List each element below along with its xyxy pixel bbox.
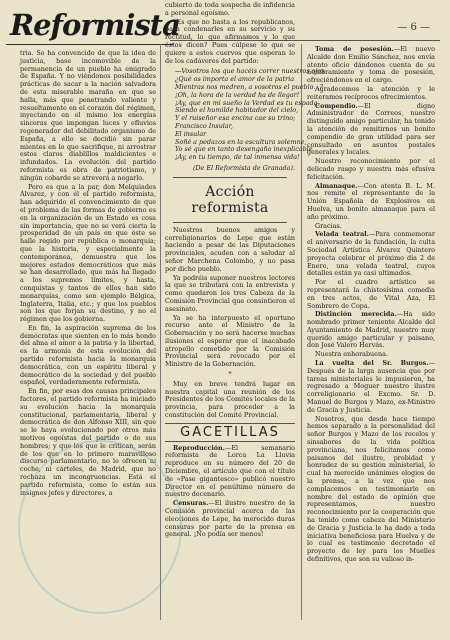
col2-paragraph: Muy en breve tendrá lugar en nuestra capital una reunión de los Presidentes de los Comités locales de la provincia, para proceder a la constitución del Comité Provincial.	[165, 379, 295, 420]
page-number: — 6 —	[397, 22, 430, 33]
poem-line: —Vosotros los que hacéis correr nuestros ojos	[175, 67, 325, 76]
col2-paragraph: Ya se ha interpuesto el oportuno recurso ante el Ministro de la Gobernación y no será hacerse muchas ilusiones el esperar que el inacabado atropello cometido por la Comisión Provincial será revocado por el Ministro de la Gobernación.	[165, 313, 295, 369]
gacetilla-item	[165, 500, 295, 539]
poem-line: Siendo el humilde habitador del cielo,	[175, 106, 299, 115]
col1-paragraph: Pero es que a la par, don Melquiades Álvarez, y con él el partido reformista, han adquirido el convencimiento de que el problema de las formas de gobierno es en la organización de un Estado es cosa sin importancia, que no se verá cierta la prosperidad de un país en que éste se halle regido por república o monarquía; que la historia, y especialmente la contemporánea, demuestra que los mejores estados democráticos que más se han desarrollado, que más ha llegado a los supremos límites, y hasta, conquistas y tantos de ellos han sido monarquías, como son ejemplo Bélgica, Inglaterra, Italia, etc.; y que los pueblos son los que forjan su destino, y no el régimen que los gobierna.	[20, 182, 156, 324]
poem-line: ¡Ay, en tu tiempo, de tal inmensa vida!	[175, 153, 300, 162]
news-item	[307, 231, 435, 278]
news-text: —Después de la larga ausencia que por tareas ministeriales le impusieron, ha regresado a Moguer nuestro ilustre correligionario el Excmo. Sr. D. Manuel de Burgos y Mazo, ex-Ministro de Gracia y Justicia.	[307, 359, 435, 414]
poem-line: Soñé a pedazos en la escultura solemne,	[175, 137, 307, 146]
poem-line: El insular	[175, 129, 207, 138]
gacetilla-item	[165, 445, 295, 500]
masthead-rule	[6, 44, 174, 45]
masthead	[6, 6, 180, 46]
section-divider	[165, 423, 295, 424]
news-item	[307, 360, 435, 415]
news-item	[307, 46, 435, 85]
news-lead: Compendio.	[315, 101, 358, 110]
poem-line: Y el ruiseñor esa encina cae su trino;	[175, 114, 296, 123]
news-lead: La vuelta del Sr. Burgos.	[315, 359, 429, 368]
news-item	[307, 223, 435, 231]
news-item	[307, 311, 435, 350]
poem-line: ¡Ay, que en mi sueño la Verdad es tu espada,	[175, 98, 320, 107]
col2-paragraph: Nuestros buenos amigos y correligionarios de Lepe que están haciendo a pesar de las Diputaciones provinciales, acuden con a saludar al señor Marchena Colombo, y no pasa por dicho pueblo.	[165, 225, 295, 273]
column-divider-2	[301, 44, 302, 620]
news-text: —El digno Administrador de Correos, nuestro distinguido amigo particular, ha tenido la atención de remitirnos un bonito compendio de gran utilidad para ser consultado en asuntos postales generales y locales.	[307, 101, 435, 157]
news-text: —Con atenta B. L. M. nos remite el representante de la Unión Española de Explosivos en Huelva, un bonito almanaque para el año próximo.	[307, 181, 435, 221]
gacetilla-text: —El ilustre nuestro de la Comisión provincial acerca de las elecciones de Lepe, ha merecido duras censuras por parte de la prensa en general. ¡No podía ser menos!	[165, 499, 295, 539]
news-item	[307, 86, 435, 102]
news-item	[307, 351, 435, 359]
column-divider-1	[160, 44, 161, 620]
news-item	[307, 416, 435, 564]
gacetilla-lead: Censuras.	[173, 499, 209, 508]
news-lead: Toma de posesión.	[315, 45, 394, 53]
gacetilla-text: —El semanario reformista de Lorca La Lluvia reproduce en su número del 20 de Diciembre, el artículo que con el título de «Pase gigantesco» publicó nuestro Director en el penúltimo número de nuestro decenario.	[165, 443, 295, 499]
news-text: Nuestro reconocimiento por el delicado rasgo y nuestra más efusiva felicitación.	[307, 157, 435, 181]
poem-signature: (De El Reformista de Granada).	[192, 163, 295, 172]
poem-line: Yo sé que en tanto desengaño inexplicable	[175, 145, 313, 154]
news-lead: Velada teatral.	[315, 230, 369, 239]
news-item	[307, 183, 435, 222]
news-item	[307, 158, 435, 181]
news-text: Nosotros, que desde hace tiempo hemos separado a la personalidad del señor Burgos y Mazo de los recelos y sinsabores de la vida política provinciana, nos felicitamos como paisanos del ilustre, probidad y honradez de su gestión ministerial, lo cual ha merecido unánimes elogios de la prensa, a la vez que nos complacemos en testimoniarle en nombre del estado de opinión que representamos, nuestro reconocimiento por la cooperación que ha tenido como cabeza del Ministerio de Gracia y Justicia le ha dado a toda iniciativa beneficiosa para Huelva y de lo cual es testimonio decretado el proyecto de ley para los Muelles definitivos, que son su valioso in-	[307, 414, 435, 563]
col2-paragraph: Ya podréis suponer nuestros lectores la que se tributará con la entrevista y como quedaron los tres Cabeza de la Comisión Provincial que consintieron el asesinato.	[165, 273, 295, 313]
col2-paragraph: ¿Es que no basta a los republicanos, para condenarles en su servicio y su rectitud, lo que afirmamos y lo que éstos dicen? Pues cúlpese lo que se quiere a estos cuervos que esperan lo de los cadáveres del partido:	[165, 17, 295, 65]
poem-line: ¿Qué os importa el amor de la patria	[175, 75, 295, 84]
news-text: —El nuevo Alcalde don Emilio Sánchez, nos envía atento oficio dándonos cuenta de su nombramiento y toma de posesión, ofreciéndonos en el cargo.	[307, 45, 435, 85]
poem-line: Francisco Insular,	[175, 121, 234, 130]
section-title-accion: Acción reformista	[191, 183, 269, 216]
gacetilla-lead: Reproducción.	[173, 443, 225, 452]
news-text: —Para conmemorar el aniversario de la fundación, la culta Sociedad Artística Álvarez Quintero proyecta celebrar el próximo día 2 de Enero, una velada teatral, cuyos detalles están ya casi ultimados.	[307, 230, 435, 278]
news-text: —Ha sido nombrado primer teniente Alcalde del Ayuntamiento de Madrid, nuestro muy querido amigo particular y paisano, don José Valero Hervás.	[307, 310, 435, 350]
section-divider	[173, 177, 287, 178]
column-1	[20, 50, 156, 622]
poem	[175, 67, 325, 162]
news-text: Por el cuadro artístico se representará la chistosísima comedia en tres actos, de Vital Aza, El Sombrero de Copa.	[307, 278, 435, 310]
poem-line: Mientras nos medren, a vosotros el pueblo...?	[175, 82, 323, 91]
news-text: Gracias.	[315, 221, 342, 230]
masthead-title: Reformista	[10, 8, 180, 42]
col2-intro: cubierto de toda sospecha de infidencia a personal egoísmo.	[165, 1, 295, 17]
poem-line: ¡Oh, la hora de la verdad ha de llegar!	[175, 90, 300, 99]
news-lead: Almanaque.	[315, 181, 358, 190]
column-3	[307, 46, 435, 622]
news-text: Agradecemos la atención y le reiteramos recíprocos ofrecimientos.	[307, 84, 435, 101]
news-item	[307, 279, 435, 310]
col1-paragraph: En fin, la aspiración suprema de los demócratas que sienten en lo más hondo del alma el amor a la patria y la libertad, es la armonía de esta evolución del partido reformista hacia la monarquía democrática, con un espíritu liberal y democrático de la sociedad y del pueblo español, verdaderamente reformista.	[20, 323, 156, 387]
section-divider	[173, 222, 287, 223]
section-title-gacetillas: GACETILLAS	[180, 424, 280, 440]
col1-paragraph: En fin, por esas dos causas principales factores, el partido reformista ha iniciado su evolución hacia la monarquía constitucional, parlamentaria, liberal y democrática de don Alfonso XIII, sin que se le haya evolucionado por otros más motivos egoístas del partido o de sus hombres; y que los que le critican, serán de los que en lo primero maravilloso discurso parlamentario, no le ofrecen ni coche, ni cárteles, de Madrid, que no rechaza un incongruencias. Está el partido reformista, como lo están sus insignes jefes y directores, a	[20, 387, 156, 497]
news-text: Nuestra enhorabuena.	[315, 350, 388, 359]
news-item	[307, 103, 435, 158]
asterisk-divider: *	[228, 370, 232, 379]
news-lead: Distinción merecida.	[315, 310, 397, 319]
col1-paragraph: tria. Se ha convencido de que la idea de justicia, base incomovible de la permanencia de un pueblo ha emigrado de España. Y no viéndonos posibilidades prácticas de sacar a la nación salvadora de esta miserable maraña en que se halla, más que penetrando valiente y resueltamente en el corazón del régimen, inyectando en el mismo los energías sinceras que impongan luces y efluvios regenerador del debilitado organismo de España, a ello se decidió sin parar mientes en lo que sacrifique, ni arrostrar estos claros diablillos maldicientes e infundados. La evolución del partido reformista es obra de patriotismo, y ningún cobarde se atreverá a negarlo.	[20, 49, 156, 182]
section-divider	[165, 441, 295, 442]
column-2	[165, 1, 325, 622]
